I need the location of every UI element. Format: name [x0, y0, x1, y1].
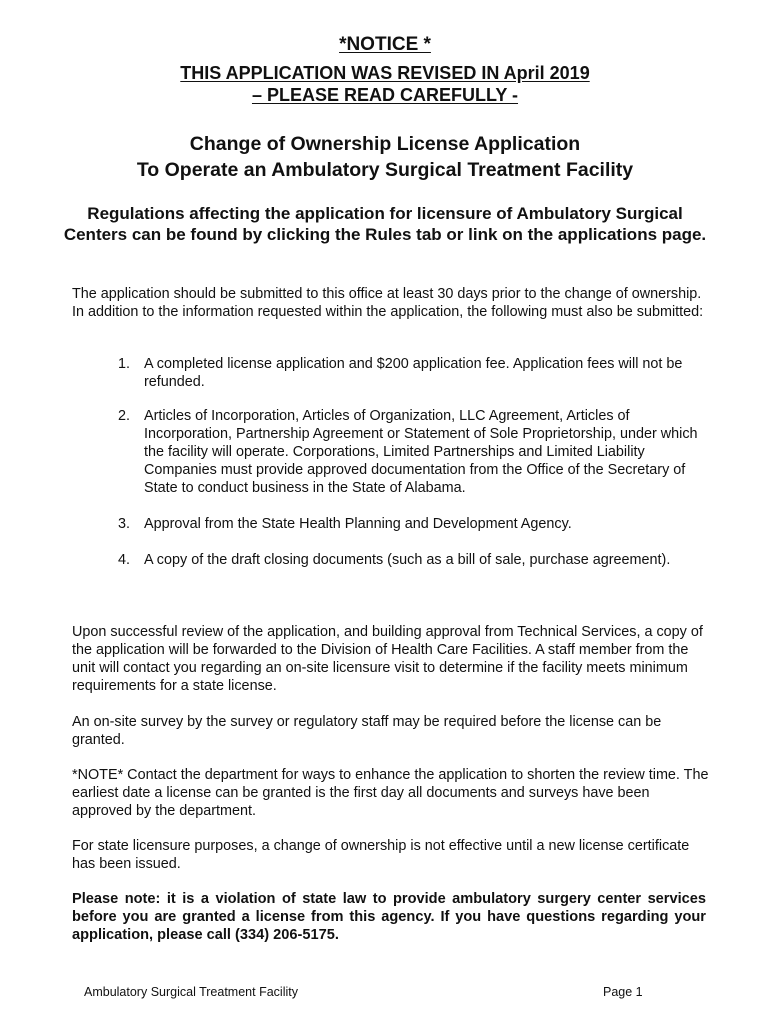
survey-paragraph: An on-site survey by the survey or regulatory staff may be required before the license can be granted.: [72, 714, 662, 748]
list-item-text: A completed license application and $200 application fee. Application fees will not be refunded.: [144, 356, 683, 390]
note-paragraph: *NOTE* Contact the department for ways to enhance the application to shorten the review time. The earliest date a license can be granted is the first day all documents and surveys have been approved by the department.: [72, 767, 709, 819]
please-note-paragraph: Please note: it is a violation of state law to provide ambulatory surgery center services before you are granted a license from this agency. If you have questions regarding your application, please call (334) 206-5175.: [72, 891, 706, 943]
intro-paragraph: The application should be submitted to this office at least 30 days prior to the change of ownership. In addition to the information requested within the application, the following must also be submitted:: [72, 286, 704, 320]
revision-line-1: THIS APPLICATION WAS REVISED IN April 2019: [180, 63, 590, 83]
list-item-text: A copy of the draft closing documents (such as a bill of sale, purchase agreement).: [144, 552, 671, 568]
footer-page-number: Page 1: [603, 985, 643, 999]
list-item-number: 2.: [118, 408, 131, 424]
notice-title: [0, 34, 770, 56]
document-title-line-1: Change of Ownership License Application: [189, 133, 581, 155]
revision-line-2: – PLEASE READ CAREFULLY -: [251, 85, 519, 105]
list-item-text: Approval from the State Health Planning and Development Agency.: [144, 516, 572, 532]
list-item-number: 3.: [118, 516, 131, 532]
regulations-notice: Regulations affecting the application for licensure of Ambulatory Surgical Centers can be found by clicking the Rules tab or link on the applications page.: [63, 204, 707, 244]
revision-notice: [0, 62, 770, 106]
footer-facility-name: Ambulatory Surgical Treatment Facility: [84, 985, 298, 999]
list-item-number: 1.: [118, 356, 131, 372]
document-title-line-2: To Operate an Ambulatory Surgical Treatment Facility: [136, 159, 634, 181]
list-item-text: Articles of Incorporation, Articles of Organization, LLC Agreement, Articles of Incorporation, Partnership Agreement or Statement of Sole Proprietorship, under which the facility will operate. Corporations, Limited Partnerships and Limited Liability Companies must provide approved documentation from the Office of the Secretary of State to conduct business in the State of Alabama.: [144, 408, 698, 496]
licensure-paragraph: For state licensure purposes, a change of ownership is not effective until a new license certificate has been issued.: [72, 838, 690, 872]
document-title: [0, 131, 770, 183]
list-item-number: 4.: [118, 552, 131, 568]
notice-title-text: *NOTICE *: [339, 34, 431, 55]
review-paragraph: Upon successful review of the application, and building approval from Technical Services, a copy of the application will be forwarded to the Division of Health Care Facilities. A staff member from the unit will contact you regarding an on-site licensure visit to determine if the facility meets minimum requirements for a state license.: [72, 624, 703, 694]
